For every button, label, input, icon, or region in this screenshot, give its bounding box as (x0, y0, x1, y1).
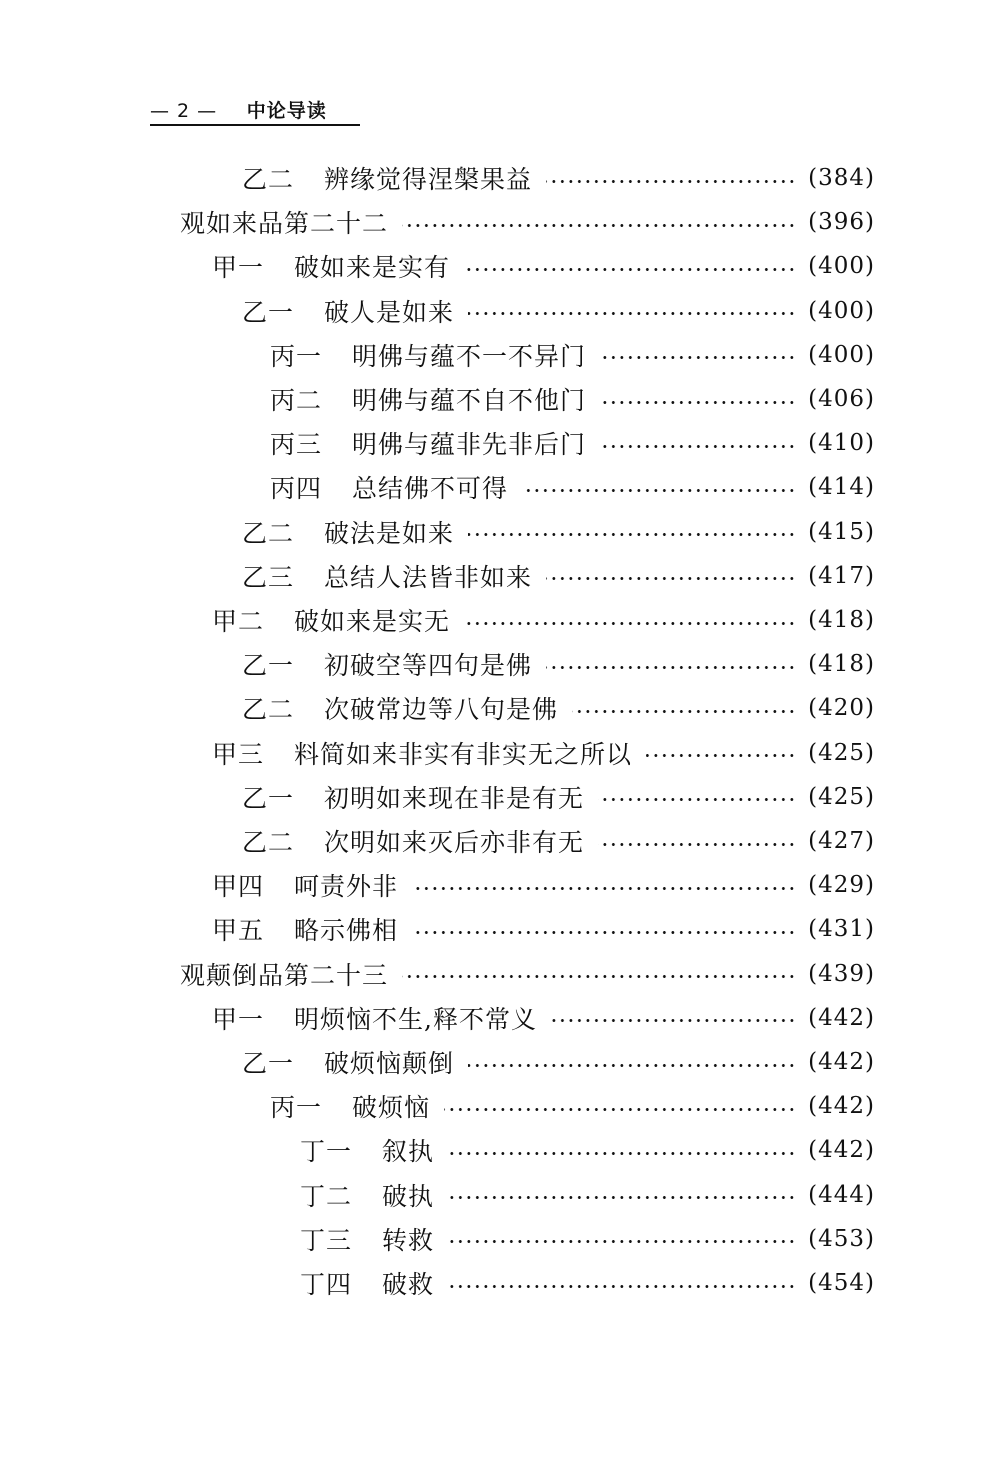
toc-entry-text: 破执 (382, 1181, 435, 1211)
toc-entry (242, 156, 875, 200)
toc-entry (270, 465, 875, 509)
toc-entry-text: 呵责外非 (294, 872, 399, 902)
toc-entry-title (212, 602, 450, 638)
toc-entry-title (212, 1000, 537, 1036)
toc-entry-text: 初明如来现在非是有无 (324, 783, 585, 813)
book-title: 中论导读 (246, 100, 327, 122)
toc-entry-page: (425) (808, 739, 875, 766)
toc-entry (212, 598, 875, 642)
toc-entry-number: 乙二 (242, 695, 295, 725)
dot-leader (546, 577, 796, 580)
toc-entry-text: 次明如来灭后亦非有无 (324, 828, 585, 857)
toc-entry-page: (444) (808, 1181, 875, 1208)
header-rule (150, 124, 360, 126)
toc-entry-text: 辨缘觉得涅槃果益 (324, 165, 533, 194)
dot-leader (412, 887, 796, 890)
toc-entry-title (180, 956, 388, 992)
toc-entry (212, 731, 875, 775)
toc-entry-page: (442) (808, 1137, 875, 1164)
toc-entry-text: 破如来是实无 (294, 607, 451, 636)
toc-entry-page: (454) (808, 1270, 875, 1296)
dot-leader (464, 268, 796, 271)
toc-entry-title (242, 514, 454, 550)
toc-entry-text: 总结人法皆非如来 (324, 562, 533, 592)
toc-entry-page: (410) (808, 430, 875, 457)
toc-entry (300, 1261, 875, 1305)
toc-entry-number: 乙一 (242, 1049, 295, 1078)
toc-entry-page: (400) (808, 297, 875, 324)
toc-entry-text: 叙执 (382, 1137, 435, 1167)
toc-entry (242, 775, 875, 819)
dot-leader (468, 1064, 796, 1067)
toc-entry-page: (415) (808, 518, 875, 545)
toc-entry (270, 377, 875, 421)
toc-entry-page: (429) (808, 872, 875, 899)
toc-entry (242, 1040, 875, 1084)
toc-entry-page: (417) (808, 562, 875, 589)
toc-entry (300, 1128, 875, 1172)
toc-entry-number: 乙三 (242, 562, 295, 592)
toc-entry-text: 明佛与蕴非先非后门 (352, 430, 587, 460)
toc-entry-text: 破烦恼 (352, 1093, 431, 1123)
dot-leader (448, 1285, 796, 1288)
toc-entry-text: 料简如来非实有非实无之所以 (294, 739, 633, 769)
toc-entry-page: (400) (808, 341, 875, 368)
toc-entry-number: 丙三 (270, 430, 323, 460)
toc-entry-title (242, 646, 532, 682)
toc-entry (270, 333, 875, 377)
toc-entry-number: 丁二 (300, 1181, 353, 1211)
toc-entry-page: (427) (808, 828, 875, 854)
running-header (150, 96, 360, 126)
toc-entry-page: (420) (808, 695, 875, 722)
toc-entry-text: 观如来品第二十二 (180, 209, 389, 239)
toc-entry (180, 952, 875, 996)
dot-leader (551, 1019, 796, 1022)
dot-leader (444, 1108, 796, 1111)
toc-entry-number: 乙一 (242, 297, 295, 327)
toc-entry-number: 乙二 (242, 828, 295, 857)
dot-leader (412, 931, 796, 934)
toc-entry-title (212, 911, 398, 947)
toc-entry-page: (442) (808, 1049, 875, 1075)
toc-entry-title (270, 337, 586, 373)
toc-entry-page: (414) (808, 474, 875, 501)
toc-entry-title (270, 1088, 430, 1124)
toc-entry-text: 转救 (382, 1225, 435, 1255)
toc-entry-title (212, 735, 632, 771)
toc-entry-page: (418) (808, 607, 875, 633)
toc-entry-page: (453) (808, 1225, 875, 1252)
toc-entry-number: 丙一 (270, 341, 323, 371)
toc-entry-title (270, 381, 586, 417)
toc-entry-page: (431) (808, 916, 875, 943)
toc-entry-number: 甲四 (212, 872, 265, 902)
toc-entry (212, 244, 875, 288)
dot-leader (598, 843, 796, 846)
toc-entry (212, 996, 875, 1040)
toc-entry-number: 丁一 (300, 1137, 353, 1167)
toc-entry-number: 丙四 (270, 474, 323, 504)
toc-entry-title (242, 558, 532, 594)
dot-leader (646, 754, 796, 757)
toc-entry-number: 乙一 (242, 651, 295, 681)
dot-leader (448, 1240, 796, 1243)
toc-entry-title (242, 823, 584, 859)
toc-entry-text: 破法是如来 (324, 518, 455, 548)
dot-leader (572, 710, 796, 713)
toc-entry-title (242, 690, 558, 726)
toc-entry-page: (439) (808, 960, 875, 987)
toc-entry-title (300, 1265, 434, 1301)
toc-entry-title (300, 1177, 434, 1213)
toc-entry-page: (384) (808, 165, 875, 191)
toc-entry-title (300, 1132, 434, 1168)
toc-entry-text: 破救 (382, 1270, 435, 1299)
toc-entry (270, 1084, 875, 1128)
toc-entry-page: (406) (808, 386, 875, 412)
toc-entry-number: 甲三 (212, 739, 265, 769)
toc-entry-number: 丁三 (300, 1225, 353, 1255)
toc-entry (180, 200, 875, 244)
toc-entry-text: 观颠倒品第二十三 (180, 960, 389, 990)
toc-entry-title (242, 779, 584, 815)
toc-entry-page: (418) (808, 651, 875, 678)
dot-leader (448, 1152, 796, 1155)
toc-entry-text: 总结佛不可得 (352, 474, 509, 504)
toc-entry (242, 686, 875, 730)
toc-entry-text: 破人是如来 (324, 297, 455, 327)
dot-leader (464, 622, 796, 625)
toc-entry-page: (425) (808, 783, 875, 810)
toc-entry (270, 421, 875, 465)
toc-entry-title (212, 867, 398, 903)
dot-leader (546, 180, 796, 183)
toc-entry (212, 863, 875, 907)
toc-entry-number: 丙二 (270, 386, 323, 415)
dot-leader (448, 1196, 796, 1199)
toc-entry-page: (400) (808, 253, 875, 280)
toc-entry-title (270, 469, 508, 505)
toc-entry-page: (442) (808, 1004, 875, 1031)
toc-entry-text: 明佛与蕴不一不异门 (352, 341, 587, 371)
toc-entry-number: 甲一 (212, 253, 265, 283)
toc-entry-text: 明佛与蕴不自不他门 (352, 386, 587, 415)
toc-entry (300, 1173, 875, 1217)
toc-entry-title (242, 160, 532, 196)
toc-entry-title (242, 293, 454, 329)
toc-entry-text: 破如来是实有 (294, 253, 451, 283)
toc-entry (300, 1217, 875, 1261)
toc-entry-title (180, 204, 388, 240)
toc-entry (242, 510, 875, 554)
toc-entry-page: (442) (808, 1093, 875, 1120)
dot-leader (402, 224, 796, 227)
dot-leader (522, 489, 796, 492)
toc-entry (242, 819, 875, 863)
dot-leader (468, 533, 796, 536)
toc-entry-text: 破烦恼颠倒 (324, 1049, 455, 1078)
toc-entry-text: 初破空等四句是佛 (324, 651, 533, 681)
toc-entry-title (242, 1044, 454, 1080)
dot-leader (468, 312, 796, 315)
page-number: — 2 — (150, 100, 218, 122)
toc-entry-page: (396) (808, 209, 875, 236)
toc-entry-number: 乙一 (242, 783, 295, 813)
toc-entry-number: 丙一 (270, 1093, 323, 1123)
toc-entry-number: 甲五 (212, 916, 265, 946)
dot-leader (546, 666, 796, 669)
toc-entry (242, 642, 875, 686)
dot-leader (402, 975, 796, 978)
toc-entry-number: 乙二 (242, 165, 295, 194)
dot-leader (600, 445, 796, 448)
toc-entry (212, 907, 875, 951)
toc-entry (242, 289, 875, 333)
toc-entry-title (300, 1221, 434, 1257)
toc-entry (242, 554, 875, 598)
toc-entry-text: 明烦恼不生,释不常义 (294, 1004, 537, 1034)
toc-entry-title (270, 425, 586, 461)
toc-entry-number: 甲二 (212, 607, 265, 636)
toc-entry-title (212, 248, 450, 284)
toc-entry-number: 甲一 (212, 1004, 265, 1034)
toc-entry-text: 次破常边等八句是佛 (324, 695, 559, 725)
dot-leader (600, 356, 796, 359)
toc-entry-text: 略示佛相 (294, 916, 399, 946)
toc-entry-number: 丁四 (300, 1270, 353, 1299)
dot-leader (600, 401, 796, 404)
dot-leader (598, 798, 796, 801)
toc-entry-number: 乙二 (242, 518, 295, 548)
